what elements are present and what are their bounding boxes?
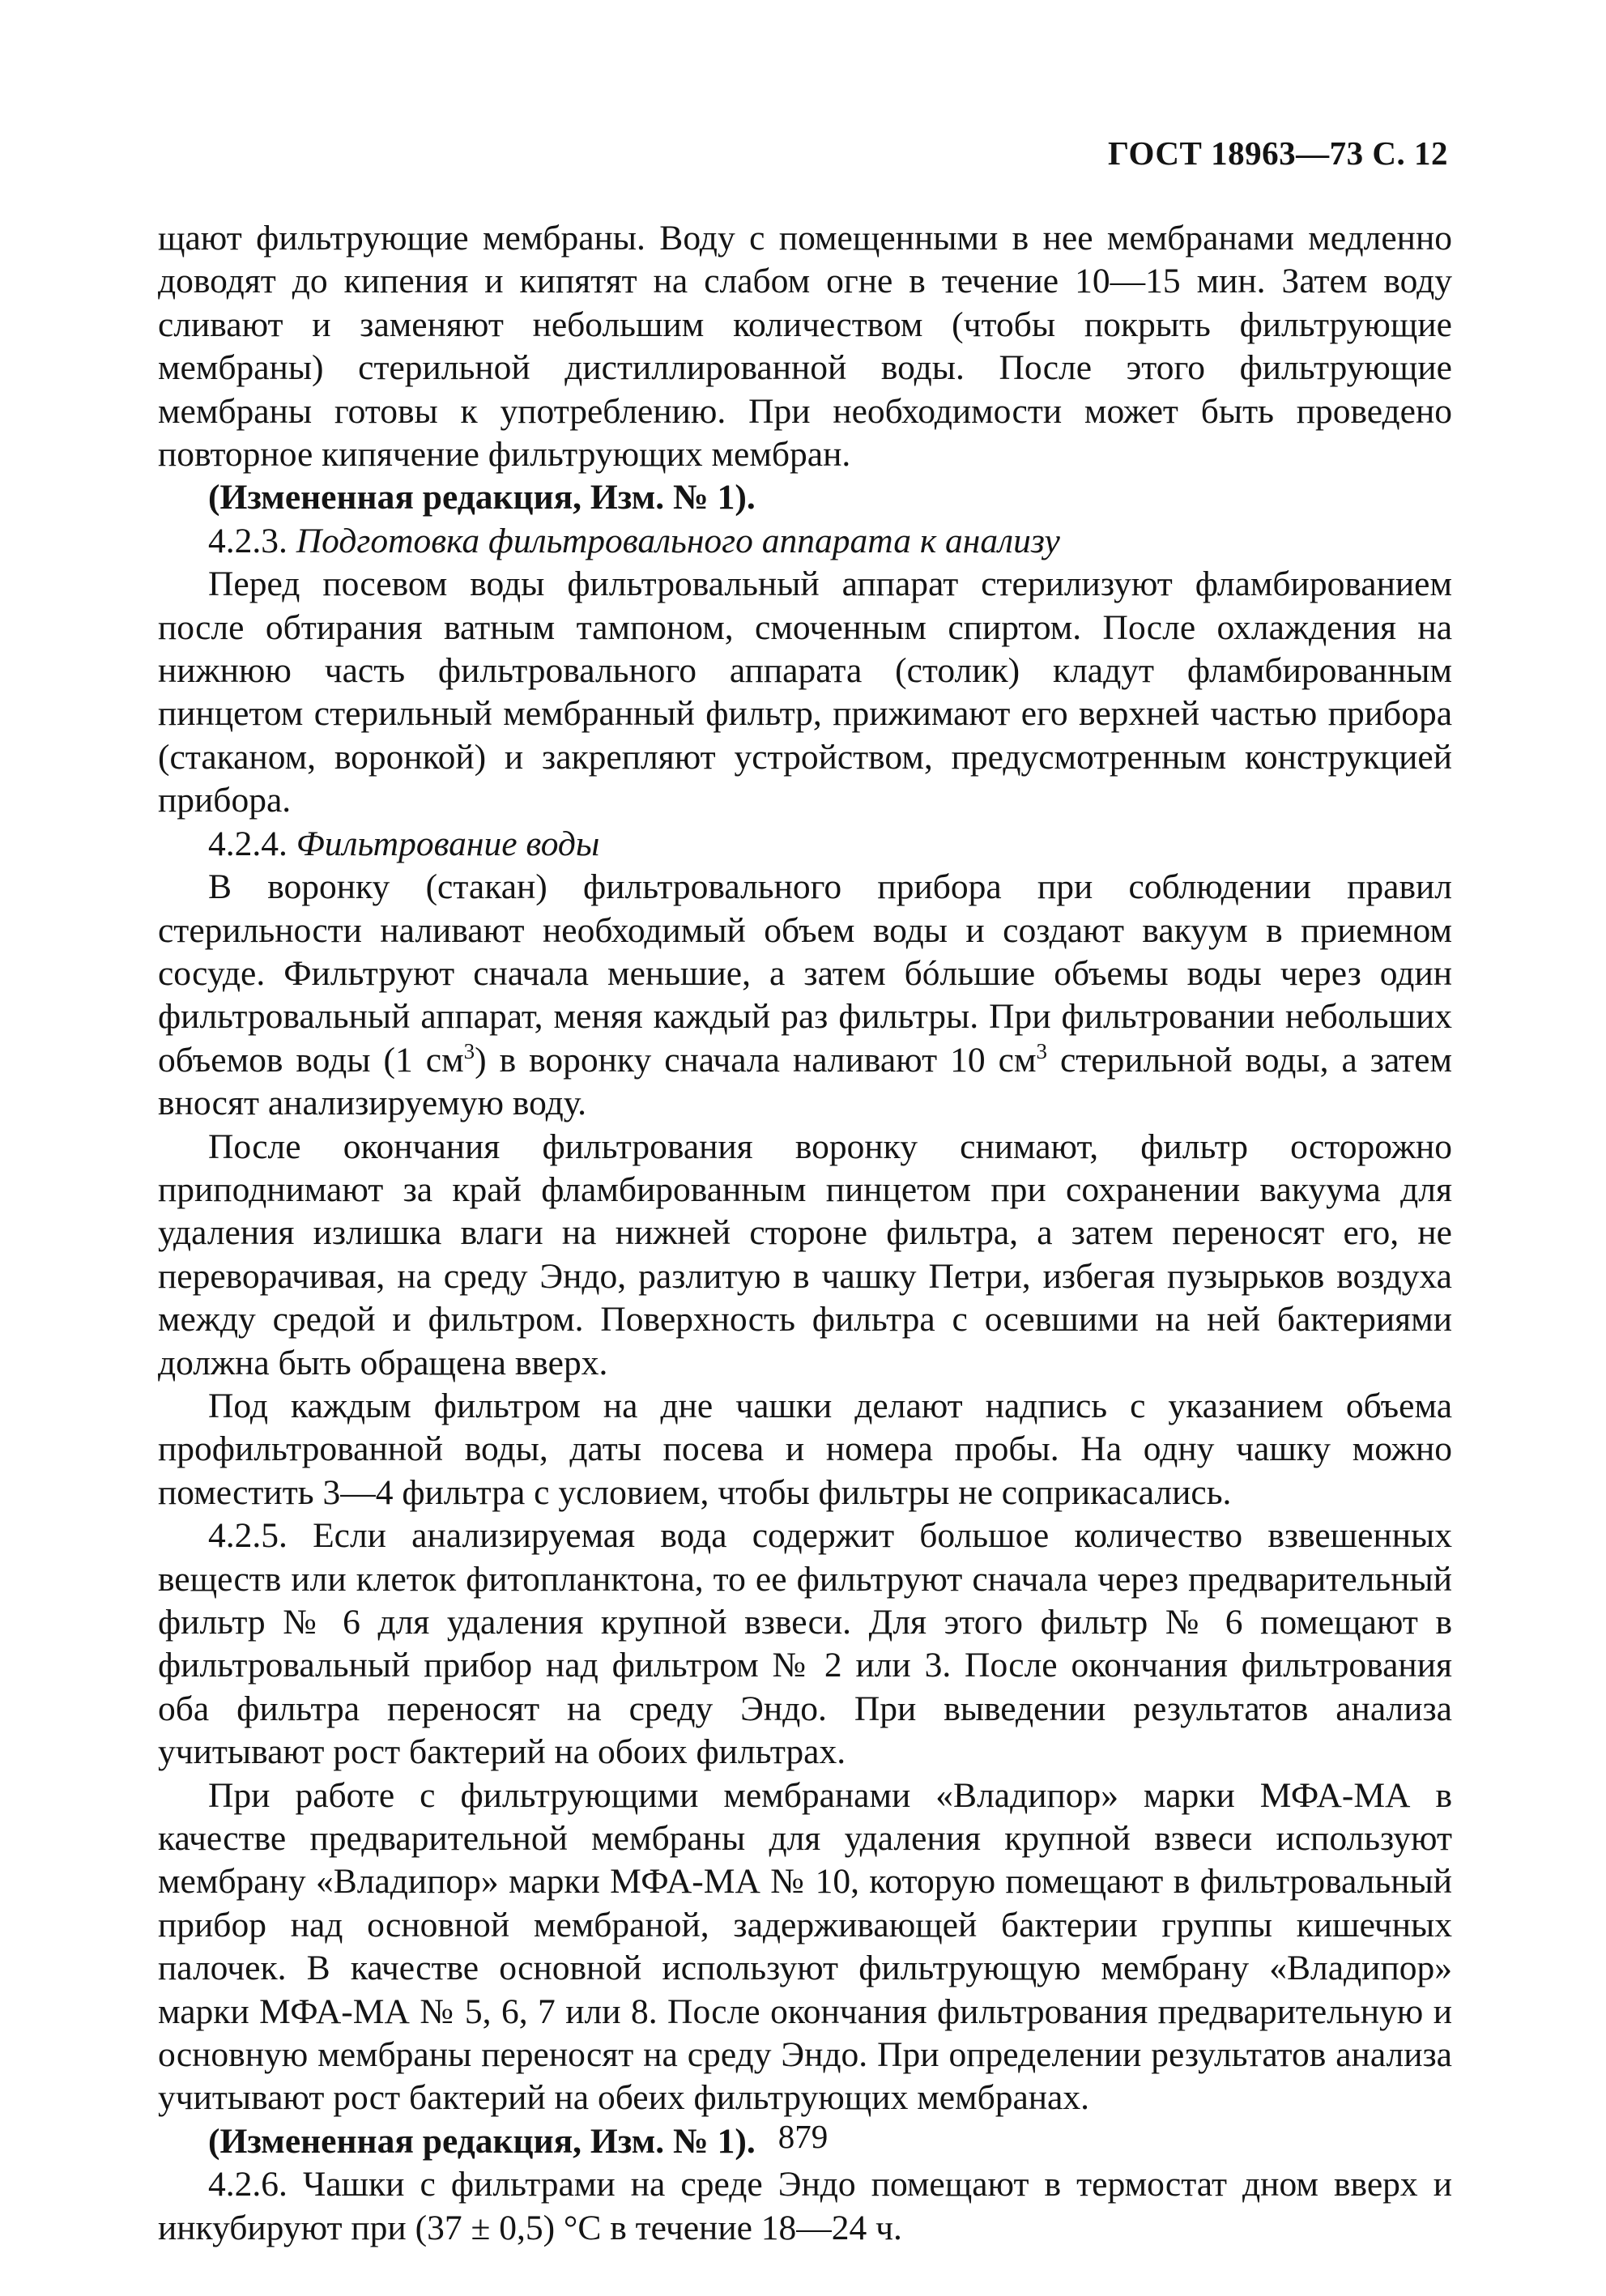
paragraph-4-2-5-b: При работе с фильтрующими мембранами «Владипор» марки МФА-МА в качестве предварительной мембраны для удаления крупной взвеси используют мембрану «Владипор» марки МФА-МА № 10, которую помещают в фильтровальный прибор над основной мембраной, задерживающей бактерии группы кишечных палочек. В качестве основной используют фильтрующую мембрану «Владипор» марки МФА-МА № 5, 6, 7 или 8. После окончания фильтрования предварительную и основную мембраны переносят на среду Эндо. При определении результатов анализа учитывают рост бактерий на обеих фильтрующих мембранах. (158, 1775, 1452, 2118)
section-heading-4-2-4 (158, 823, 1452, 866)
document-body (158, 217, 1452, 2250)
running-header: ГОСТ 18963—73 С. 12 (1107, 134, 1448, 172)
section-number: 4.2.4. (208, 824, 288, 863)
section-number: 4.2.3. (208, 521, 288, 560)
section-title: Подготовка фильтровального аппарата к анализу (296, 521, 1060, 560)
amendment-note: (Измененная редакция, Изм. № 1). (208, 2121, 756, 2161)
section-heading-4-2-3 (158, 520, 1452, 563)
page-number: 879 (777, 2118, 829, 2155)
section-title: Фильтрование воды (296, 824, 600, 863)
paragraph-4-2-5-a: 4.2.5. Если анализируемая вода содержит большое количество взвешенных веществ или клеток фитопланктона, то ее фильтруют сначала через предварительный фильтр № 6 для удаления крупной взвеси. Для этого фильтр № 6 помещают в фильтровальный прибор над фильтром № 2 или 3. После окончания фильтрования оба фильтра переносят на среду Эндо. При выведении результатов анализа учитывают рост бактерий на обоих фильтрах. (158, 1516, 1452, 1772)
paragraph-4-2-4-b: После окончания фильтрования воронку снимают, фильтр осторожно приподнимают за край фламбированным пинцетом при сохранении вакуума для удаления излишка влаги на нижней стороне фильтра, а затем переносят его, не переворачивая, на среду Эндо, разлитую в чашку Петри, избегая пузырьков воздуха между средой и фильтром. Поверхность фильтра с осевшими на ней бактериями должна быть обращена вверх. (158, 1127, 1452, 1382)
paragraph-continuation: щают фильтрующие мембраны. Воду с помещенными в нее мембранами медленно доводят до кипения и кипятят на слабом огне в течение 10—15 мин. Затем воду сливают и заменяют небольшим количеством (чтобы покрыть фильтрующие мембраны) стерильной дистиллированной воды. После этого фильтрующие мембраны готовы к употреблению. При необходимости может быть проведено повторное кипячение фильтрующих мембран. (158, 219, 1452, 475)
amendment-note: (Измененная редакция, Изм. № 1). (208, 478, 756, 518)
paragraph-4-2-6: 4.2.6. Чашки с фильтрами на среде Эндо помещают в термостат дном вверх и инкубируют при (37 ± 0,5) °С в течение 18—24 ч. (158, 2165, 1452, 2247)
paragraph-4-2-4-a: В воронку (стакан) фильтровального прибора при соблюдении правил стерильности наливают необходимый объем воды и создают вакуум в приемном сосуде. Фильтруют сначала меньшие, а затем бóльшие объемы воды через один фильтровальный аппарат, меняя каждый раз фильтры. При фильтровании небольших объемов воды (1 $см^3$) в воронку сначала наливают 10 $см^3$ стерильной воды, а затем вносят анализируемую воду. (158, 867, 1453, 1123)
paragraph-4-2-4-c: Под каждым фильтром на дне чашки делают надпись с указанием объема профильтрованной воды, даты посева и номера пробы. На одну чашку можно поместить 3—4 фильтра с условием, чтобы фильтры не соприкасались. (158, 1386, 1452, 1512)
paragraph-4-2-3: Перед посевом воды фильтровальный аппарат стерилизуют фламбированием после обтирания ватным тампоном, смоченным спиртом. После охлаждения на нижнюю часть фильтровального аппарата (столик) кладут фламбированным пинцетом стерильный мембранный фильтр, прижимают его верхней частью прибора (стаканом, воронкой) и закрепляют устройством, предусмотренным конструкцией прибора. (158, 564, 1452, 820)
